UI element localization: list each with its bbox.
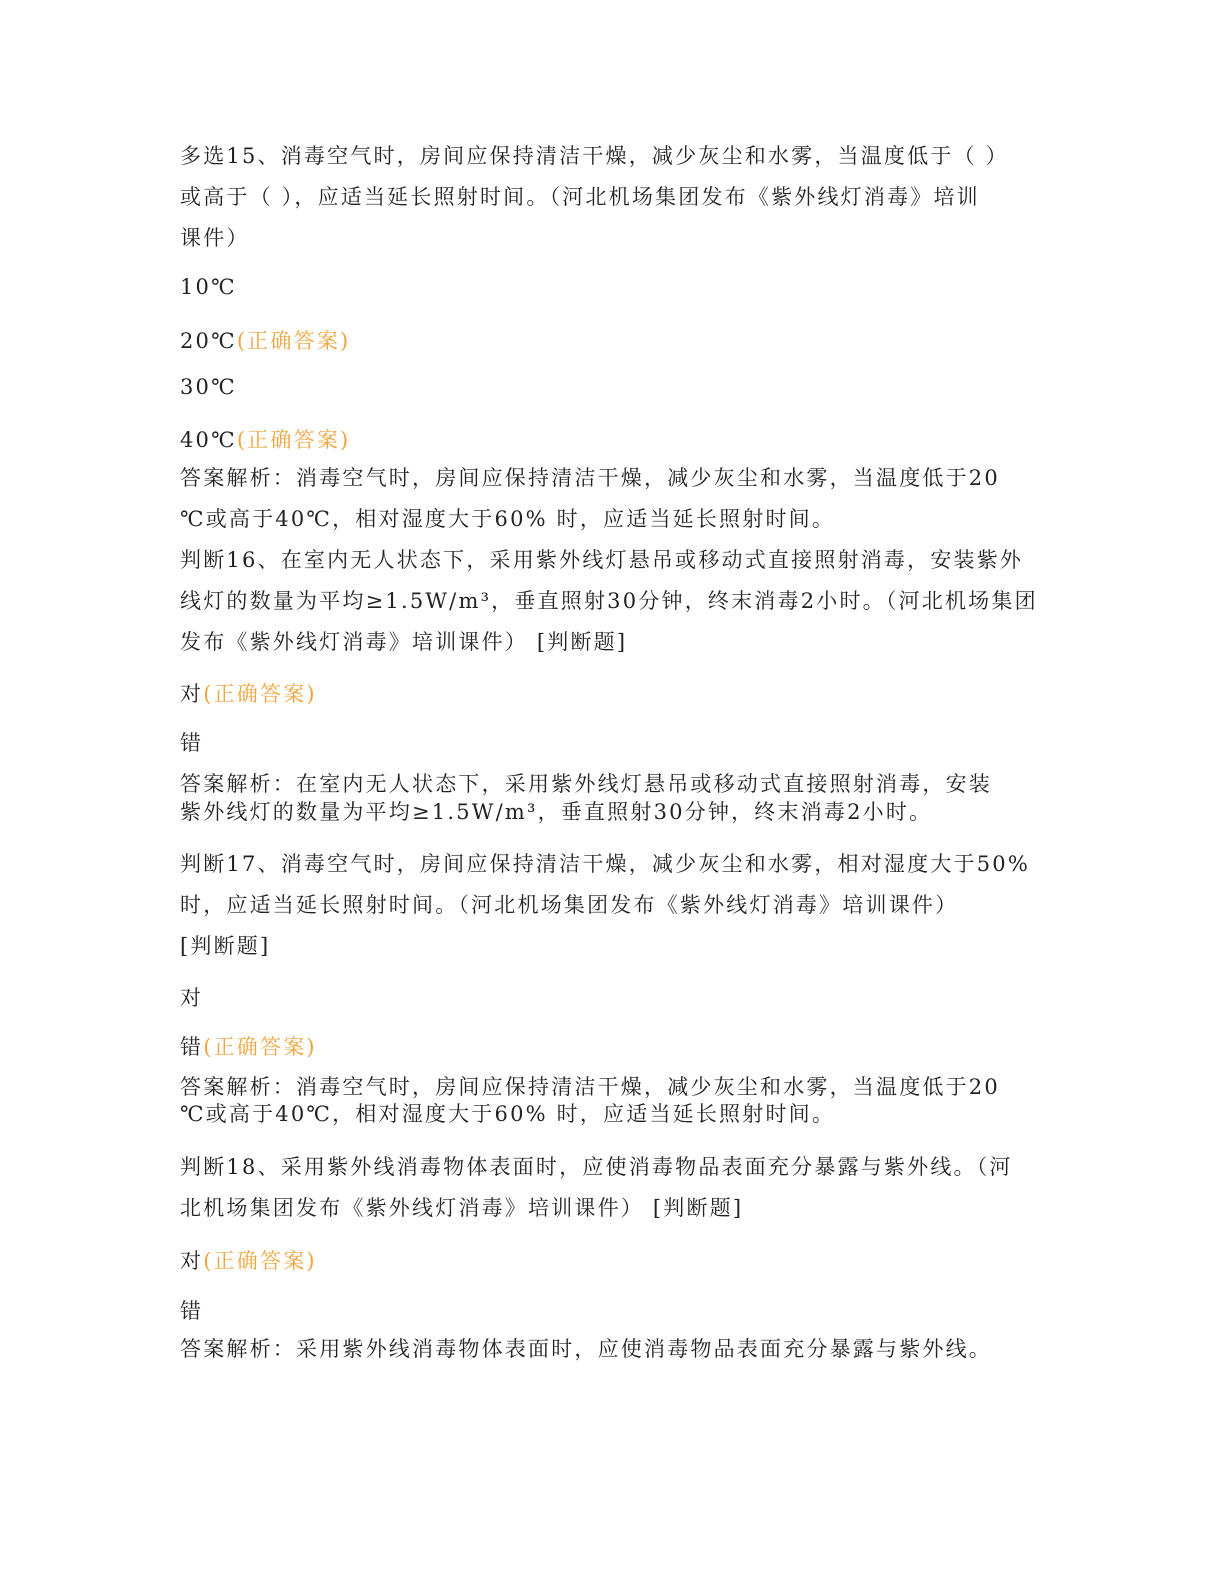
option-true: [180, 1245, 317, 1275]
question-15-line-3: 课件）: [180, 226, 250, 250]
correct-answer-mark: (正确答案): [236, 428, 351, 452]
option-false: [180, 727, 203, 757]
option-text: 错: [180, 1299, 204, 1323]
option-text: 对: [180, 986, 204, 1010]
correct-answer-mark: (正确答案): [203, 682, 317, 706]
option-false: [180, 1031, 317, 1061]
question-15-line-1: 多选15、消毒空气时，房间应保持清洁干燥，减少灰尘和水雾，当温度低于（ ）: [180, 144, 1009, 168]
option-10c: [180, 275, 237, 299]
option-text: 错: [180, 731, 204, 755]
correct-answer-mark: (正确答案): [236, 329, 351, 353]
option-text: 20℃: [180, 329, 237, 353]
option-text: 错: [180, 1035, 204, 1059]
option-text: 30℃: [180, 375, 237, 399]
option-text: 40℃: [180, 428, 237, 452]
option-true: [180, 678, 317, 708]
question-16-line-3: 发布《紫外线灯消毒》培训课件） [判断题]: [180, 630, 628, 654]
option-20c: [180, 325, 350, 355]
question-17-line-2: 时，应适当延长照射时间。（河北机场集团发布《紫外线灯消毒》培训课件）: [180, 893, 959, 917]
option-text: 对: [180, 682, 204, 706]
question-17-line-3: [判断题]: [180, 934, 271, 958]
analysis-15-line-1: 答案解析：消毒空气时，房间应保持清洁干燥，减少灰尘和水雾，当温度低于20: [180, 466, 1000, 490]
option-40c: [180, 424, 350, 454]
option-30c: [180, 375, 237, 399]
option-text: 10℃: [180, 275, 237, 299]
analysis-17-line-1: 答案解析：消毒空气时，房间应保持清洁干燥，减少灰尘和水雾，当温度低于20: [180, 1075, 1000, 1099]
question-18-line-1: 判断18、采用紫外线消毒物体表面时，应使消毒物品表面充分暴露与紫外线。（河: [180, 1155, 1013, 1179]
analysis-18-line-1: 答案解析：采用紫外线消毒物体表面时，应使消毒物品表面充分暴露与紫外线。: [180, 1337, 992, 1361]
correct-answer-mark: (正确答案): [203, 1249, 317, 1273]
analysis-16-line-1: 答案解析：在室内无人状态下，采用紫外线灯悬吊或移动式直接照射消毒，安装: [180, 772, 992, 796]
correct-answer-mark: (正确答案): [203, 1035, 317, 1059]
option-true: [180, 982, 203, 1012]
question-16-line-1: 判断16、在室内无人状态下，采用紫外线灯悬吊或移动式直接照射消毒，安装紫外: [180, 548, 1024, 572]
analysis-15-line-2: ℃或高于40℃，相对湿度大于60% 时，应适当延长照射时间。: [180, 507, 836, 531]
question-15-line-2: 或高于（ ），应适当延长照射时间。（河北机场集团发布《紫外线灯消毒》培训: [180, 185, 980, 209]
option-false: [180, 1295, 203, 1325]
question-18-line-2: 北机场集团发布《紫外线灯消毒》培训课件） [判断题]: [180, 1196, 744, 1220]
option-text: 对: [180, 1249, 204, 1273]
question-16-line-2: 线灯的数量为平均≥1.5W/m³，垂直照射30分钟，终末消毒2小时。（河北机场集团: [180, 589, 1038, 613]
analysis-17-line-2: ℃或高于40℃，相对湿度大于60% 时，应适当延长照射时间。: [180, 1102, 836, 1126]
analysis-16-line-2: 紫外线灯的数量为平均≥1.5W/m³，垂直照射30分钟，终末消毒2小时。: [180, 800, 933, 824]
question-17-line-1: 判断17、消毒空气时，房间应保持清洁干燥，减少灰尘和水雾，相对湿度大于50%: [180, 852, 1030, 876]
